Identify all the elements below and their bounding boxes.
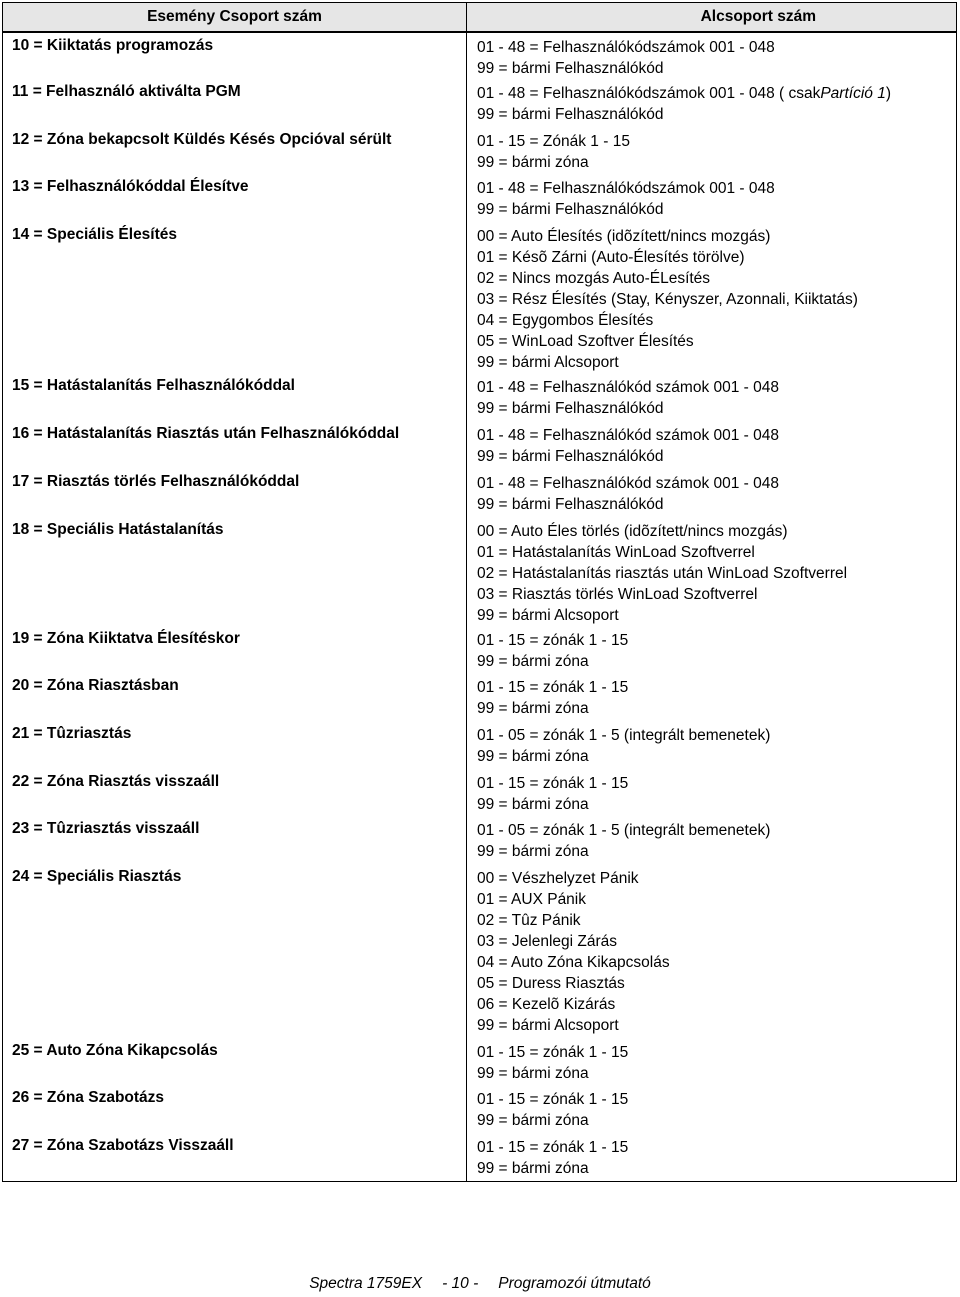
subgroup-line: 99 = bármi Felhasználókód — [477, 496, 664, 513]
event-group-cell: 25 = Auto Zóna Kikapcsolás — [3, 1038, 467, 1085]
event-group-cell: 18 = Speciális Hatástalanítás — [3, 517, 467, 626]
subgroup-line: 02 = Nincs mozgás Auto-ÉLesítés — [477, 270, 711, 287]
table-row — [3, 517, 957, 626]
table-row — [3, 1085, 957, 1133]
table-row — [3, 626, 957, 673]
subgroup-line: 99 = bármi Alcsoport — [477, 354, 619, 371]
subgroup-line: 06 = Kezelõ Kizárás — [477, 996, 616, 1013]
subgroup-line: 01 - 15 = Zónák 1 - 15 — [477, 133, 630, 150]
footer-page-number: - 10 - — [442, 1275, 479, 1292]
subgroup-line: 01 - 15 = zónák 1 - 15 — [477, 679, 629, 696]
event-group-cell: 24 = Speciális Riasztás — [3, 864, 467, 1038]
event-group-cell: 21 = Tûzriasztás — [3, 721, 467, 769]
subgroup-cell — [467, 769, 957, 816]
header-event-group: Esemény Csoport szám — [3, 3, 467, 33]
subgroup-line: 03 = Jelenlegi Zárás — [477, 933, 618, 950]
table-row — [3, 721, 957, 769]
table-row — [3, 469, 957, 517]
table-row — [3, 32, 957, 79]
subgroup-line-text: 01 - 48 = Felhasználókódszámok 001 - 048 ( csak — [477, 85, 821, 102]
table-row — [3, 421, 957, 469]
subgroup-cell — [467, 373, 957, 421]
subgroup-line: 99 = bármi zóna — [477, 653, 589, 670]
subgroup-cell — [467, 626, 957, 673]
table-row — [3, 174, 957, 222]
subgroup-cell — [467, 469, 957, 517]
event-group-cell: 14 = Speciális Élesítés — [3, 222, 467, 373]
subgroup-line: 04 = Auto Zóna Kikapcsolás — [477, 954, 670, 971]
subgroup-line: 99 = bármi zóna — [477, 796, 589, 813]
subgroup-cell — [467, 32, 957, 79]
table-row — [3, 864, 957, 1038]
subgroup-line: 01 - 05 = zónák 1 - 5 (integrált bemenetek) — [477, 727, 771, 744]
subgroup-line: 99 = bármi Alcsoport — [477, 607, 619, 624]
subgroup-line: 04 = Egygombos Élesítés — [477, 312, 654, 329]
event-group-cell: 16 = Hatástalanítás Riasztás után Felhasználókóddal — [3, 421, 467, 469]
header-subgroup: Alcsoport szám — [467, 3, 957, 33]
subgroup-line: 03 = Riasztás törlés WinLoad Szoftverrel — [477, 586, 758, 603]
subgroup-line: 01 - 48 = Felhasználókód számok 001 - 048 — [477, 379, 780, 396]
subgroup-line: 99 = bármi Felhasználókód — [477, 201, 664, 218]
subgroup-line: 00 = Auto Élesítés (idõzített/nincs mozgás) — [477, 228, 771, 245]
subgroup-line: 00 = Auto Éles törlés (idõzített/nincs mozgás) — [477, 523, 788, 540]
table-body — [3, 32, 957, 1182]
subgroup-line: 99 = bármi zóna — [477, 843, 589, 860]
subgroup-cell — [467, 721, 957, 769]
subgroup-line: 99 = bármi Felhasználókód — [477, 400, 664, 417]
event-group-cell: 11 = Felhasználó aktiválta PGM — [3, 79, 467, 127]
subgroup-line: 01 - 48 = Felhasználókódszámok 001 - 048 — [477, 39, 775, 56]
subgroup-cell — [467, 816, 957, 864]
table-row — [3, 127, 957, 174]
subgroup-cell — [467, 79, 957, 127]
event-group-cell: 26 = Zóna Szabotázs — [3, 1085, 467, 1133]
subgroup-line: 01 - 15 = zónák 1 - 15 — [477, 1091, 629, 1108]
table-row — [3, 673, 957, 721]
subgroup-line: 05 = Duress Riasztás — [477, 975, 625, 992]
subgroup-line-text: ) — [885, 85, 891, 102]
table-row — [3, 1038, 957, 1085]
subgroup-cell — [467, 1133, 957, 1182]
event-group-cell: 10 = Kiiktatás programozás — [3, 32, 467, 79]
subgroup-line: 99 = bármi Alcsoport — [477, 1017, 619, 1034]
subgroup-line: 01 = Hatástalanítás WinLoad Szoftverrel — [477, 544, 755, 561]
partition-reference: Partíció 1 — [820, 85, 886, 102]
footer-product: Spectra 1759EX — [309, 1275, 423, 1292]
subgroup-line: 99 = bármi zóna — [477, 748, 589, 765]
subgroup-line: 05 = WinLoad Szoftver Élesítés — [477, 333, 694, 350]
subgroup-line: 01 - 48 = Felhasználókód számok 001 - 048 — [477, 475, 780, 492]
subgroup-cell — [467, 673, 957, 721]
subgroup-line — [477, 83, 956, 104]
subgroup-line: 01 = AUX Pánik — [477, 891, 586, 908]
table-header-row — [3, 3, 957, 33]
subgroup-line: 99 = bármi zóna — [477, 700, 589, 717]
subgroup-line: 99 = bármi zóna — [477, 1065, 589, 1082]
subgroup-line: 01 - 48 = Felhasználókódszámok 001 - 048 — [477, 180, 775, 197]
subgroup-line: 01 - 15 = zónák 1 - 15 — [477, 1139, 629, 1156]
subgroup-line: 99 = bármi zóna — [477, 1112, 589, 1129]
event-group-table — [2, 2, 957, 1182]
subgroup-line: 02 = Hatástalanítás riasztás után WinLoad Szoftverrel — [477, 565, 848, 582]
subgroup-line: 99 = bármi zóna — [477, 1160, 589, 1177]
subgroup-line: 01 - 48 = Felhasználókód számok 001 - 048 — [477, 427, 780, 444]
subgroup-line: 01 = Késõ Zárni (Auto-Élesítés törölve) — [477, 249, 745, 266]
subgroup-line: 01 - 15 = zónák 1 - 15 — [477, 775, 629, 792]
subgroup-cell — [467, 517, 957, 626]
subgroup-line: 02 = Tûz Pánik — [477, 912, 581, 929]
event-group-cell: 20 = Zóna Riasztásban — [3, 673, 467, 721]
subgroup-cell — [467, 421, 957, 469]
subgroup-cell — [467, 174, 957, 222]
event-group-cell: 17 = Riasztás törlés Felhasználókóddal — [3, 469, 467, 517]
subgroup-cell — [467, 222, 957, 373]
subgroup-cell — [467, 1038, 957, 1085]
table-row — [3, 1133, 957, 1182]
table-row — [3, 816, 957, 864]
subgroup-line: 01 - 05 = zónák 1 - 5 (integrált bemenetek) — [477, 822, 771, 839]
subgroup-cell — [467, 864, 957, 1038]
subgroup-line: 99 = bármi Felhasználókód — [477, 448, 664, 465]
table-row — [3, 769, 957, 816]
event-group-cell: 22 = Zóna Riasztás visszaáll — [3, 769, 467, 816]
table-row — [3, 222, 957, 373]
subgroup-line: 01 - 15 = zónák 1 - 15 — [477, 632, 629, 649]
footer-title: Programozói útmutató — [498, 1275, 651, 1292]
subgroup-line: 99 = bármi Felhasználókód — [477, 60, 664, 77]
event-group-cell: 15 = Hatástalanítás Felhasználókóddal — [3, 373, 467, 421]
event-group-cell: 13 = Felhasználókóddal Élesítve — [3, 174, 467, 222]
table-row — [3, 373, 957, 421]
subgroup-line: 99 = bármi zóna — [477, 154, 589, 171]
event-group-cell: 27 = Zóna Szabotázs Visszaáll — [3, 1133, 467, 1182]
subgroup-line: 01 - 15 = zónák 1 - 15 — [477, 1044, 629, 1061]
page-footer — [0, 1275, 960, 1293]
event-group-cell: 23 = Tûzriasztás visszaáll — [3, 816, 467, 864]
subgroup-line: 99 = bármi Felhasználókód — [477, 106, 664, 123]
event-group-cell: 19 = Zóna Kiiktatva Élesítéskor — [3, 626, 467, 673]
table-row — [3, 79, 957, 127]
subgroup-cell — [467, 127, 957, 174]
subgroup-cell — [467, 1085, 957, 1133]
event-group-cell: 12 = Zóna bekapcsolt Küldés Késés Opcióval sérült — [3, 127, 467, 174]
subgroup-line: 03 = Rész Élesítés (Stay, Kényszer, Azonnali, Kiiktatás) — [477, 291, 858, 308]
subgroup-line: 00 = Vészhelyzet Pánik — [477, 870, 639, 887]
